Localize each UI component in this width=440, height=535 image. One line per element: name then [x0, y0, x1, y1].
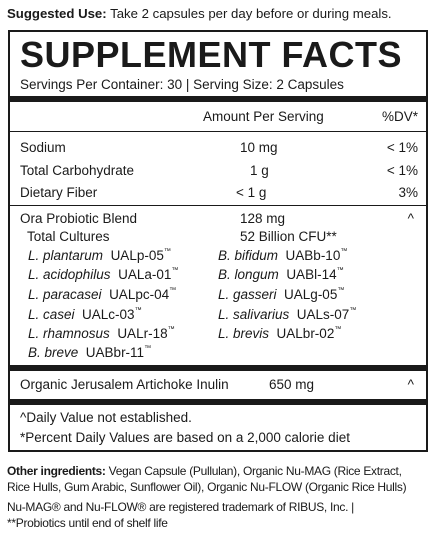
strain-code: UALg-05: [284, 287, 338, 302]
thick-divider: [10, 399, 426, 405]
strain-item: [28, 326, 175, 341]
strain-item: [218, 287, 344, 302]
strain-code: UABb-10: [285, 248, 341, 263]
trademark-symbol: ™: [337, 287, 345, 294]
strain-species: B. breve: [28, 345, 79, 360]
strain-species: L. rhamnosus: [28, 326, 110, 341]
trademark-symbol: ™: [340, 248, 348, 255]
nutrient-amount: 10 mg: [240, 140, 278, 155]
strain-item: [218, 326, 341, 341]
trademark-symbol: ™: [167, 326, 175, 333]
nutrient-name: Sodium: [20, 140, 66, 155]
blend-amount: 128 mg: [240, 211, 286, 226]
strain-code: UALs-07: [296, 307, 350, 322]
supplement-facts-panel: [8, 30, 428, 452]
strain-item: [28, 287, 176, 302]
strain-species: L. gasseri: [218, 287, 277, 302]
servings-info: Servings Per Container: 30 | Serving Size: 2 Capsules: [20, 77, 344, 92]
strain-species: L. plantarum: [28, 248, 104, 263]
strain-species: L. paracasei: [28, 287, 102, 302]
blend-name: Ora Probiotic Blend: [20, 211, 138, 226]
strain-species: L. salivarius: [218, 307, 290, 322]
strain-code: UALbr-02: [276, 326, 335, 341]
thick-divider: [10, 365, 426, 371]
nutrient-amount: 1 g: [250, 163, 269, 178]
inulin-dv: ^: [407, 377, 414, 392]
inulin-amount: 650 mg: [269, 377, 315, 392]
divider: [10, 205, 426, 206]
strain-code: UALp-05: [110, 248, 164, 263]
trademark-note: Nu-MAG® and Nu-FLOW® are registered trademark of RIBUS, Inc. |: [7, 500, 354, 514]
strain-species: L. brevis: [218, 326, 270, 341]
nutrient-dv: 3%: [398, 185, 418, 200]
nutrient-name: Total Carbohydrate: [20, 163, 135, 178]
trademark-symbol: ™: [336, 267, 344, 274]
strain-item: [218, 267, 344, 282]
panel-title: SUPPLEMENT FACTS: [20, 34, 403, 75]
suggested-use: [7, 6, 392, 21]
suggested-use-label: Suggested Use:: [7, 6, 107, 21]
cultures-amount: 52 Billion CFU**: [240, 229, 337, 244]
suggested-use-text: Take 2 capsules per day before or during meals.: [106, 6, 392, 21]
nutrient-name: Dietary Fiber: [20, 185, 98, 200]
trademark-symbol: ™: [334, 326, 342, 333]
strain-species: L. acidophilus: [28, 267, 111, 282]
nutrient-amount: < 1 g: [236, 185, 267, 200]
other-ingredients-label: Other ingredients:: [7, 464, 106, 478]
strain-species: L. casei: [28, 307, 75, 322]
other-ingredients-line: Rice Hulls, Gum Arabic, Sunflower Oil), Organic Nu-FLOW (Organic Rice Hulls): [7, 480, 407, 494]
strain-code: UABl-14: [286, 267, 337, 282]
strain-item: [28, 267, 178, 282]
strain-code: UALr-18: [117, 326, 168, 341]
cultures-label: Total Cultures: [27, 229, 110, 244]
strain-species: B. bifidum: [218, 248, 279, 263]
blend-dv: ^: [407, 211, 414, 226]
strain-item: [28, 345, 151, 360]
strain-item: [218, 307, 356, 322]
trademark-symbol: ™: [163, 248, 171, 255]
strain-item: [28, 248, 171, 263]
footnote: ^Daily Value not established.: [20, 410, 192, 425]
thick-divider: [10, 96, 426, 102]
strain-item: [28, 307, 142, 322]
trademark-symbol: ™: [134, 307, 142, 314]
strain-species: B. longum: [218, 267, 279, 282]
trademark-symbol: ™: [144, 345, 152, 352]
shelf-life-note: **Probiotics until end of shelf life: [7, 516, 168, 530]
footnote: *Percent Daily Values are based on a 2,000 calorie diet: [20, 430, 350, 445]
strain-code: UALpc-04: [109, 287, 170, 302]
strain-item: [218, 248, 347, 263]
trademark-symbol: ™: [171, 267, 179, 274]
strain-code: UALc-03: [82, 307, 135, 322]
strain-code: UALa-01: [118, 267, 172, 282]
strain-code: UABbr-11: [85, 345, 145, 360]
other-ingredients: [7, 464, 402, 478]
inulin-name: Organic Jerusalem Artichoke Inulin: [20, 377, 229, 392]
header-dv: %DV*: [381, 109, 418, 124]
trademark-symbol: ™: [349, 307, 357, 314]
divider: [10, 131, 426, 132]
trademark-symbol: ™: [169, 287, 177, 294]
nutrient-dv: < 1%: [386, 163, 418, 178]
nutrient-dv: < 1%: [386, 140, 418, 155]
other-ingredients-text: Vegan Capsule (Pullulan), Organic Nu-MAG (Rice Extract,: [105, 464, 402, 478]
header-amount: Amount Per Serving: [203, 109, 324, 124]
